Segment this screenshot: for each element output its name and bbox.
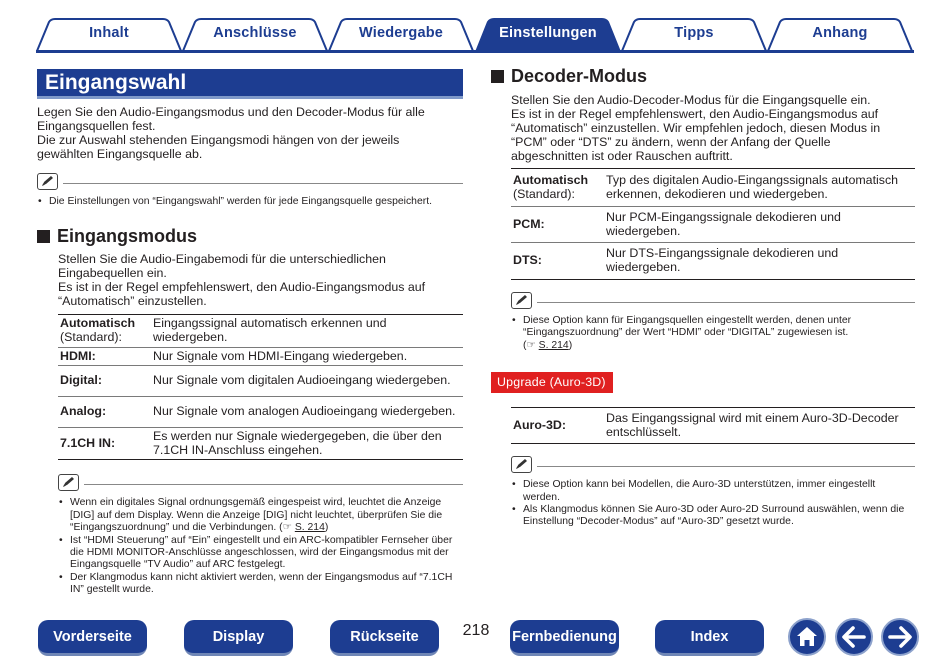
note-divider [537, 466, 915, 467]
tab-label: Anhang [812, 25, 868, 41]
option-key: DTS: [511, 243, 604, 280]
auro-table [511, 407, 915, 444]
note-list [58, 497, 458, 596]
forward-button[interactable] [881, 618, 919, 656]
pencil-note-icon [511, 292, 532, 309]
tab-wiedergabe[interactable] [328, 18, 474, 51]
decoder-table-wrap [511, 168, 915, 280]
tab-einstellungen[interactable] [475, 18, 621, 51]
tab-label: Wiedergabe [358, 25, 444, 41]
note-header [37, 173, 463, 193]
option-key: HDMI: [58, 347, 151, 366]
top-tab-bar [36, 18, 914, 52]
note-list [37, 196, 437, 208]
option-value: Nur Signale vom HDMI-Eingang wiedergeben. [151, 347, 463, 366]
page-title: Eingangswahl [37, 69, 463, 99]
intro-paragraph: Die zur Auswahl stehenden Eingangsmodi hängen von der jeweils gewählten Eingangsquelle ab. [37, 133, 400, 161]
page-number: 218 [462, 622, 490, 639]
table-row [58, 315, 463, 347]
upgrade-badge-wrap [491, 372, 915, 393]
section-intro [58, 252, 453, 308]
table-row [511, 408, 915, 444]
table-row [511, 207, 915, 243]
tab-inhalt[interactable] [36, 18, 182, 51]
tab-label: Tipps [674, 25, 714, 41]
back-button[interactable] [835, 618, 873, 656]
option-value: Nur Signale vom digitalen Audioeingang wiedergeben. [151, 366, 463, 397]
option-value: Es werden nur Signale wiedergegeben, die über den 7.1CH IN-Anschluss eingehen. [151, 428, 463, 460]
note-item: • Wenn ein digitales Signal ordnungsgemäß eingespeist wird, leuchtet die Anzeige [DIG] auf dem Display. Wenn die Anzeige [DIG] nicht leuchtet, überprüfen Sie die “Eingangszuordnung” und die Verbindungen. (☞ S. 214) [58, 497, 458, 534]
tab-label: Inhalt [89, 25, 129, 41]
pencil-note-icon [58, 474, 79, 491]
option-key: Automatisch (Standard): [58, 315, 151, 347]
table-row [58, 428, 463, 460]
option-key: Auro-3D: [511, 408, 604, 444]
page-reference-link[interactable]: S. 214 [294, 522, 325, 534]
page-reference-link[interactable]: S. 214 [538, 339, 569, 351]
tab-label: Einstellungen [499, 25, 597, 41]
section-heading-decoder-modus [491, 66, 915, 87]
tab-label: Anschlüsse [213, 25, 297, 41]
intro-text [37, 105, 437, 161]
note-item: • Die Einstellungen von “Eingangswahl” werden für jede Eingangsquelle gespeichert. [37, 196, 437, 208]
table-row [511, 169, 915, 207]
note-item: • Als Klangmodus können Sie Auro-3D oder Auro-2D Surround auswählen, wenn die Einstellung “Decoder-Modus” auf “Auro-3D” gesetzt wurde. [511, 504, 907, 529]
input-mode-table-wrap [58, 314, 463, 460]
pencil-note-icon [37, 173, 58, 190]
home-button[interactable] [788, 618, 826, 656]
option-key: PCM: [511, 207, 604, 243]
option-value: Nur DTS-Eingangssignale dekodieren und wiedergeben. [604, 243, 915, 280]
upgrade-badge: Upgrade (Auro-3D) [491, 372, 613, 393]
pencil-note-icon [511, 456, 532, 473]
intro-paragraph: Legen Sie den Audio-Eingangsmodus und den Decoder-Modus für alle Eingangsquellen fest. [37, 105, 425, 133]
nav-index-button[interactable]: Index [655, 620, 764, 656]
note-item: • Der Klangmodus kann nicht aktiviert werden, wenn der Eingangsmodus auf “7.1CH IN” gestellt wurde. [58, 572, 458, 597]
nav-fernbedienung-button[interactable]: Fernbedienung [510, 620, 619, 656]
note-divider [84, 484, 463, 485]
table-row [511, 243, 915, 280]
decoder-mode-table [511, 168, 915, 280]
note-header [511, 292, 915, 312]
nav-rueckseite-button[interactable]: Rückseite [330, 620, 439, 656]
auro-table-wrap [511, 407, 915, 444]
left-column [37, 69, 463, 597]
note-header [58, 474, 463, 494]
section-title: Decoder-Modus [511, 66, 648, 86]
tab-anschluesse[interactable] [182, 18, 328, 51]
section-paragraph: Stellen Sie den Audio-Decoder-Modus für die Eingangsquelle ein. [511, 93, 871, 107]
arrow-left-icon [837, 620, 871, 654]
right-column [491, 66, 915, 529]
option-value: Eingangssignal automatisch erkennen und wiedergeben. [151, 315, 463, 347]
home-icon [790, 620, 824, 654]
option-value: Typ des digitalen Audio-Eingangssignals automatisch erkennen, dekodieren und wiedergeben. [604, 169, 915, 207]
table-row [58, 366, 463, 397]
note-list [511, 315, 907, 352]
note-item: • Diese Option kann für Eingangsquellen eingestellt werden, denen unter “Eingangszuordnung” der Wert “HDMI” oder “DIGITAL” zugewiesen ist. (☞ S. 214) [511, 315, 907, 352]
option-key: Analog: [58, 397, 151, 428]
note-list [511, 479, 907, 529]
option-key: Automatisch (Standard): [511, 169, 604, 207]
section-heading-eingangsmodus [37, 226, 463, 247]
option-value: Nur PCM-Eingangssignale dekodieren und wiedergeben. [604, 207, 915, 243]
note-divider [537, 302, 915, 303]
nav-vorderseite-button[interactable]: Vorderseite [38, 620, 147, 656]
section-intro [511, 93, 911, 163]
square-bullet-icon [37, 230, 50, 243]
section-title: Eingangsmodus [57, 226, 198, 247]
tab-tipps[interactable] [621, 18, 767, 51]
note-divider [63, 183, 463, 184]
section-paragraph: Es ist in der Regel empfehlenswert, den Audio-Eingangsmodus auf “Automatisch” einzustellen. [58, 280, 426, 309]
option-value: Das Eingangssignal wird mit einem Auro-3D-Decoder entschlüsselt. [604, 408, 915, 444]
arrow-right-icon [883, 620, 917, 654]
note-header [511, 456, 915, 476]
option-key: 7.1CH IN: [58, 428, 151, 460]
option-value: Nur Signale vom analogen Audioeingang wiedergeben. [151, 397, 463, 428]
square-bullet-icon [491, 70, 504, 83]
option-key: Digital: [58, 366, 151, 397]
section-paragraph: Stellen Sie die Audio-Eingabemodi für die unterschiedlichen Eingabequellen ein. [58, 252, 386, 281]
section-paragraph: Es ist in der Regel empfehlenswert, den Audio-Eingangsmodus auf “Automatisch” einzustellen. Wir empfehlen jedoch, diesen Modus in “PCM” oder “DTS” zu ändern, wenn der Anfang der Quelle abgeschnitten ist oder Rauschen auftritt. [511, 107, 881, 163]
table-row [58, 347, 463, 366]
nav-display-button[interactable]: Display [184, 620, 293, 656]
input-mode-table [58, 314, 463, 460]
tab-anhang[interactable] [767, 18, 913, 51]
note-item: • Diese Option kann bei Modellen, die Auro-3D unterstützen, immer eingestellt werden. [511, 479, 907, 504]
note-item: • Ist “HDMI Steuerung” auf “Ein” eingestellt und ein ARC-kompatibler Fernseher über die HDMI MONITOR-Anschlüsse angeschlossen, wird der Eingangsmodus mit der Eingangsquelle “TV Audio” auf ARC festgelegt. [58, 535, 458, 572]
tab-underline [36, 50, 914, 53]
table-row [58, 397, 463, 428]
